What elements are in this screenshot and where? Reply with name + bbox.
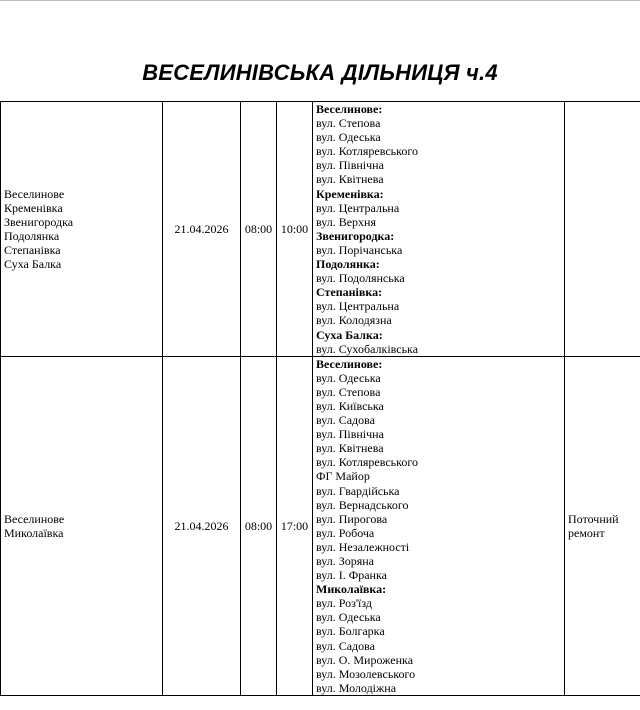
street-name: вул. Одеська [316, 130, 381, 145]
settlement-name: Звенигородка [4, 214, 74, 229]
settlement-heading: Миколаївка: [316, 582, 387, 597]
settlement-heading: Веселинове: [316, 102, 383, 116]
start-time-cell: 08:00 [241, 102, 277, 357]
street-name: вул. Квітнева [316, 441, 384, 456]
street-name: вул. Вернадського [316, 497, 409, 512]
end-time-cell: 17:00 [277, 356, 313, 695]
reason-cell [565, 102, 640, 357]
street-name: вул. Котляревського [316, 455, 418, 470]
table-row [1, 356, 640, 695]
street-name: вул. Квітнева [316, 172, 384, 187]
date-cell: 21.04.2026 [163, 102, 241, 357]
schedule-body [1, 102, 640, 696]
street-name: вул. Сухобалківська [316, 341, 419, 356]
street-name: вул. Роз'їзд [316, 596, 372, 611]
outage-schedule-table [0, 101, 640, 696]
street-name: вул. Котляревського [316, 144, 418, 159]
reason-text: Поточний [568, 511, 619, 526]
street-name: вул. Зоряна [316, 554, 374, 568]
street-name: вул. Колодязна [316, 313, 392, 328]
settlement-name: Суха Балка [4, 257, 62, 272]
street-name: вул. І. Франка [316, 568, 387, 583]
reason-text: ремонт [568, 525, 605, 540]
streets-cell [313, 102, 565, 357]
settlement-name: Веселинове [4, 186, 65, 201]
street-name: вул. Робоча [316, 525, 375, 540]
settlements-cell [1, 356, 163, 695]
start-time-cell: 08:00 [241, 356, 277, 695]
street-name: вул. Одеська [316, 610, 381, 625]
table-row [1, 102, 640, 357]
street-name: вул. Болгарка [316, 624, 385, 639]
street-name: вул. Пирогова [316, 511, 388, 526]
street-name: вул. Центральна [316, 299, 400, 314]
street-name: вул. Степова [316, 116, 381, 131]
settlement-heading: Суха Балка: [316, 327, 383, 342]
settlement-heading: Степанівка: [316, 285, 383, 300]
end-time-cell: 10:00 [277, 102, 313, 357]
street-name: вул. Гвардійська [316, 483, 400, 498]
street-name: вул. Садова [316, 413, 375, 428]
reason-cell [565, 356, 640, 695]
street-name: вул. Північна [316, 427, 384, 442]
street-name: вул. Київська [316, 398, 384, 413]
page-title: ВЕСЕЛИНІВСЬКА ДІЛЬНИЦЯ ч.4 [142, 60, 498, 85]
street-name: вул. Порічанська [316, 242, 403, 257]
settlement-heading: Кременівка: [316, 186, 384, 201]
street-name: вул. Одеська [316, 370, 381, 385]
street-name: вул. Молодіжна [316, 680, 397, 695]
settlement-name: Кременівка [4, 200, 63, 215]
street-name: вул. Верхня [316, 214, 376, 229]
settlement-name: Миколаївка [4, 525, 64, 540]
street-name: вул. Північна [316, 158, 384, 173]
settlement-heading: Подолянка: [316, 257, 380, 272]
street-name: вул. Садова [316, 638, 375, 653]
settlement-name: Степанівка [4, 242, 61, 257]
settlement-heading: Веселинове: [316, 356, 383, 371]
settlement-name: Подолянка [4, 228, 60, 243]
top-border [0, 0, 640, 1]
settlement-name: Веселинове [4, 511, 65, 526]
street-name: вул. Центральна [316, 200, 400, 215]
date-cell: 21.04.2026 [163, 356, 241, 695]
street-name: вул. Незалежності [316, 539, 410, 554]
street-name: вул. Степова [316, 384, 381, 399]
street-name: вул. Подолянська [316, 271, 405, 286]
settlements-cell [1, 102, 163, 357]
street-name: вул. О. Мироженка [316, 652, 414, 667]
street-name: вул. Мозолевського [316, 666, 416, 681]
streets-cell [313, 356, 565, 695]
settlement-heading: Звенигородка: [316, 228, 395, 243]
street-name: ФГ Майор [316, 469, 370, 484]
